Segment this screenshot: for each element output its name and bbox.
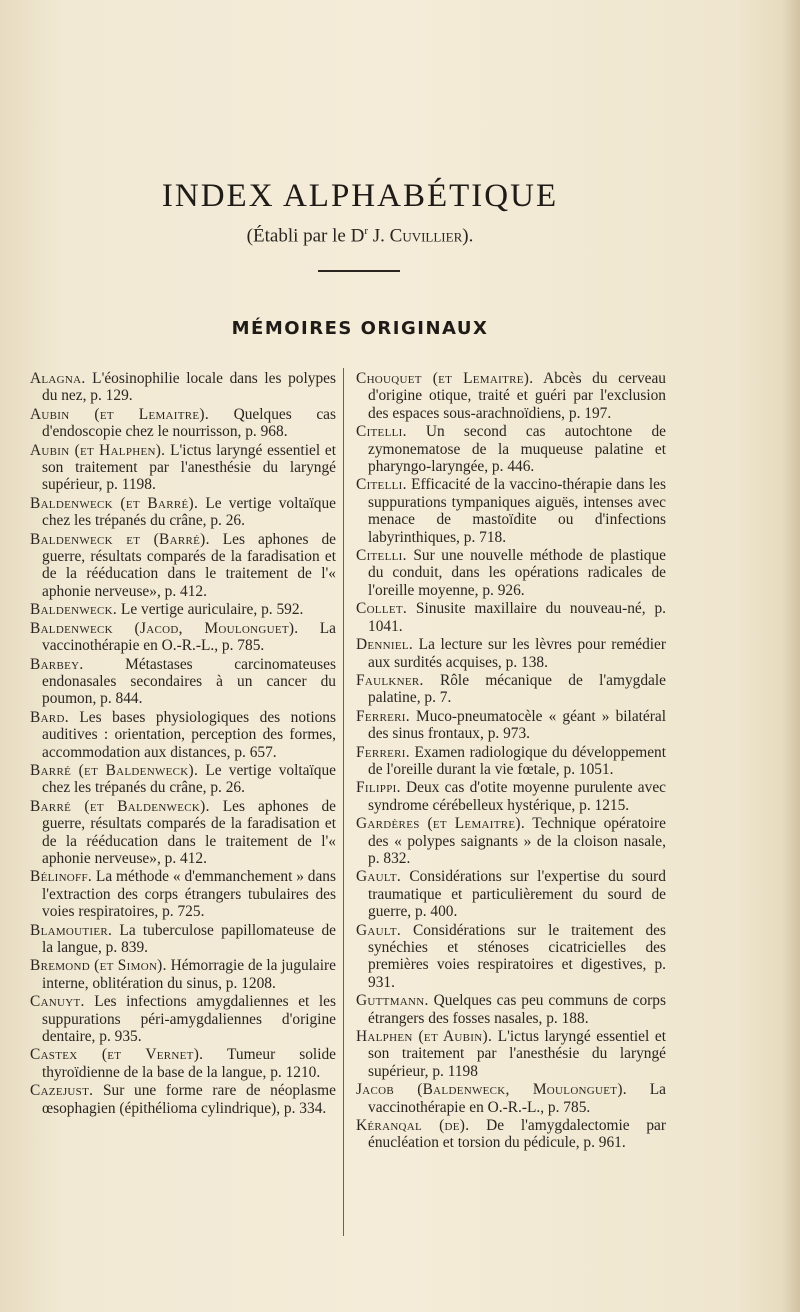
entry-text: Métastases carcinomateuses endonasales secondaires à un cancer du poumon, p. 844. bbox=[42, 655, 336, 708]
left-column bbox=[30, 370, 336, 1118]
entry-author: Baldenweck (et Barré). bbox=[30, 494, 199, 512]
entry-author: Castex (et Vernet). bbox=[30, 1046, 204, 1064]
entry-text: Les aphones de guerre, résultats comparés de la faradisation et de la rééducation dans le traitement de l'« aphonie nerveuse», p. 412. bbox=[42, 530, 336, 600]
index-entry bbox=[30, 370, 336, 405]
entry-author: Barbey. bbox=[30, 655, 84, 673]
entry-text: Quelques cas peu communs de corps étrangers des fosses nasales, p. 188. bbox=[368, 992, 666, 1027]
entry-author: Gault. bbox=[356, 868, 402, 886]
index-entry bbox=[30, 601, 336, 618]
index-entry bbox=[30, 495, 336, 530]
index-entry bbox=[30, 1046, 336, 1081]
entry-text: Abcès du cerveau d'origine otique, traité et guéri par l'exclusion des espaces sous-arachnoïdiens, p. 197. bbox=[368, 370, 667, 422]
entry-text: Considérations sur le traitement des synéchies et sténoses cicatricielles des premières voies respiratoires et digestives, p. 931. bbox=[368, 921, 666, 991]
entry-author: Gault. bbox=[356, 921, 402, 939]
entry-text: Deux cas d'otite moyenne purulente avec syndrome cérébelleux hystérique, p. 1215. bbox=[368, 779, 666, 814]
index-entry bbox=[356, 1028, 666, 1080]
entry-text: L'ictus laryngé essentiel et son traitement par l'anesthésie du laryngé supérieur, p. 1198. bbox=[42, 441, 336, 494]
index-entry bbox=[356, 744, 666, 779]
index-entry bbox=[30, 656, 336, 708]
entry-text: Les bases physiologiques des notions auditives : orientation, perception des formes, accommodation aux distances, p. 657. bbox=[42, 708, 336, 761]
entry-author: Bélinoff. bbox=[30, 868, 93, 886]
entry-text: Muco-pneumatocèle « géant » bilatéral des sinus frontaux, p. 973. bbox=[368, 707, 666, 743]
entry-author: Ferreri. bbox=[356, 743, 410, 761]
entry-text: Hémorragie de la jugulaire interne, oblitération du sinus, p. 1208. bbox=[42, 957, 336, 992]
entry-author: Jacob (Baldenweck, Moulonguet). bbox=[356, 1081, 627, 1099]
entry-author: Denniel. bbox=[356, 636, 414, 654]
entry-text: La tuberculose papillomateuse de la langue, p. 839. bbox=[42, 921, 336, 956]
index-entry bbox=[356, 600, 666, 635]
index-entry bbox=[356, 992, 666, 1027]
title-rule bbox=[318, 270, 400, 272]
index-entry bbox=[30, 868, 336, 920]
index-entry bbox=[356, 370, 666, 422]
index-entry bbox=[30, 993, 336, 1045]
entry-text: La vaccinothérapie en O.-R.-L., p. 785. bbox=[42, 619, 336, 655]
index-entry bbox=[30, 442, 336, 494]
entry-author: Baldenweck. bbox=[30, 601, 118, 619]
entry-text: La lecture sur les lèvres pour remédier aux surdités acquises, p. 138. bbox=[368, 636, 666, 671]
entry-text: Tumeur solide thyroïdienne de la base de la langue, p. 1210. bbox=[42, 1046, 336, 1081]
entry-author: Baldenweck (Jacod, Moulonguet). bbox=[30, 619, 299, 637]
entry-author: Guttmann. bbox=[356, 992, 429, 1010]
entry-author: Alagna. bbox=[30, 370, 86, 387]
page-edge-shadow bbox=[782, 0, 800, 1312]
index-entry bbox=[30, 798, 336, 868]
subtitle-author: J. Cuvillier bbox=[372, 225, 463, 247]
section-title: MÉMOIRES ORIGINAUX bbox=[231, 318, 489, 339]
right-column bbox=[356, 370, 666, 1153]
index-entry bbox=[356, 547, 666, 599]
entry-author: Filippi. bbox=[356, 779, 401, 797]
entry-text: De l'amygdalectomie par énucléation et torsion du pédicule, p. 961. bbox=[368, 1117, 666, 1152]
entry-author: Barré (et Baldenweck). bbox=[30, 797, 210, 815]
entry-author: Citelli. bbox=[356, 423, 407, 441]
index-entry bbox=[356, 815, 666, 867]
index-entry bbox=[356, 636, 666, 671]
entry-text: Le vertige auriculaire, p. 592. bbox=[117, 601, 304, 619]
entry-author: Aubin (et Lemaitre). bbox=[30, 405, 210, 423]
page-subtitle bbox=[10, 225, 710, 247]
entry-author: Collet. bbox=[356, 600, 408, 618]
index-entry bbox=[30, 709, 336, 761]
entry-text: La vaccinothérapie en O.-R.-L., p. 785. bbox=[368, 1081, 666, 1116]
entry-author: Ferreri. bbox=[356, 707, 410, 725]
entry-author: Chouquet (et Lemaitre). bbox=[356, 370, 534, 387]
entry-author: Bard. bbox=[30, 708, 69, 726]
entry-text: L'ictus laryngé essentiel et son traitement par l'anesthésie du laryngé supérieur, p. 1198 bbox=[368, 1028, 666, 1080]
entry-author: Baldenweck et (Barré). bbox=[30, 530, 210, 548]
entry-author: Citelli. bbox=[356, 547, 407, 565]
entry-author: Aubin (et Halphen). bbox=[30, 441, 166, 459]
index-entry bbox=[30, 922, 336, 957]
page-title: INDEX ALPHABÉTIQUE bbox=[161, 178, 559, 214]
entry-text: Efficacité de la vaccino-thérapie dans les suppurations tympaniques aiguës, intenses avec menace de mastoïdite ou d'infections labyrinthiques, p. 718. bbox=[368, 476, 666, 546]
subtitle-sup: r bbox=[364, 225, 368, 237]
entry-text: Sur une forme rare de néoplasme œsophagien (épithélioma cylindrique), p. 334. bbox=[42, 1082, 336, 1117]
entry-text: Les infections amygdaliennes et les suppurations péri-amygdaliennes d'origine dentaire, p. 935. bbox=[42, 993, 336, 1046]
index-entry bbox=[356, 779, 666, 814]
entry-text: Le vertige voltaïque chez les trépanés du crâne, p. 26. bbox=[42, 761, 337, 797]
entry-author: Canuyt. bbox=[30, 993, 85, 1011]
entry-text: La méthode « d'emmanchement » dans l'extraction des corps étrangers tubulaires des voies respiratoires, p. 725. bbox=[42, 868, 336, 921]
entry-text: Quelques cas d'endoscopie chez le nourrisson, p. 968. bbox=[42, 405, 336, 441]
index-entry bbox=[356, 708, 666, 743]
index-entry bbox=[30, 957, 336, 992]
index-entry bbox=[356, 1081, 666, 1116]
entry-author: Faulkner. bbox=[356, 671, 424, 689]
index-entry bbox=[356, 1117, 666, 1152]
entry-text: Technique opératoire des « polypes saignants » de la cloison nasale, p. 832. bbox=[368, 815, 666, 867]
index-entry bbox=[30, 1082, 336, 1117]
index-entry bbox=[30, 531, 336, 601]
subtitle-suffix: ). bbox=[462, 225, 474, 247]
entry-author: Halphen (et Aubin). bbox=[356, 1028, 493, 1046]
index-entry bbox=[30, 762, 336, 797]
entry-text: Sur une nouvelle méthode de plastique du conduit, dans les opérations radicales de l'oreille moyenne, p. 926. bbox=[368, 547, 666, 599]
entry-text: L'éosinophilie locale dans les polypes du nez, p. 129. bbox=[42, 370, 336, 405]
entry-text: Considérations sur l'expertise du sourd traumatique et particulièrement du sourd de guerre, p. 400. bbox=[368, 868, 666, 921]
index-entry bbox=[356, 423, 666, 475]
index-entry bbox=[356, 672, 666, 707]
entry-text: Les aphones de guerre, résultats comparés de la faradisation et de la rééducation dans le traitement de l'« aphonie nerveuse», p. 412. bbox=[42, 797, 336, 867]
entry-text: Un second cas autochtone de zymonematose de la muqueuse palatine et pharyngo-laryngée, p. 446. bbox=[368, 423, 666, 476]
entry-text: Rôle mécanique de l'amygdale palatine, p. 7. bbox=[368, 671, 666, 707]
entry-author: Kéranqal (de). bbox=[356, 1117, 470, 1135]
index-entry bbox=[356, 868, 666, 920]
entry-author: Barré (et Baldenweck). bbox=[30, 761, 199, 779]
entry-author: Citelli. bbox=[356, 476, 407, 494]
index-entry bbox=[356, 922, 666, 992]
entry-author: Gardères (et Lemaitre). bbox=[356, 815, 525, 833]
entry-text: Le vertige voltaïque chez les trépanés du crâne, p. 26. bbox=[42, 494, 337, 530]
index-entry bbox=[30, 620, 336, 655]
entry-text: Examen radiologique du développement de l'oreille durant la vie fœtale, p. 1051. bbox=[368, 743, 666, 778]
entry-author: Blamoutier. bbox=[30, 921, 113, 939]
index-entry bbox=[30, 406, 336, 441]
index-entry bbox=[356, 476, 666, 546]
entry-author: Bremond (et Simon). bbox=[30, 957, 167, 975]
column-divider bbox=[343, 368, 344, 1236]
entry-text: Sinusite maxillaire du nouveau-né, p. 1041. bbox=[368, 600, 666, 635]
subtitle-prefix: (Établi par le D bbox=[246, 225, 365, 247]
entry-author: Cazejust. bbox=[30, 1082, 94, 1100]
